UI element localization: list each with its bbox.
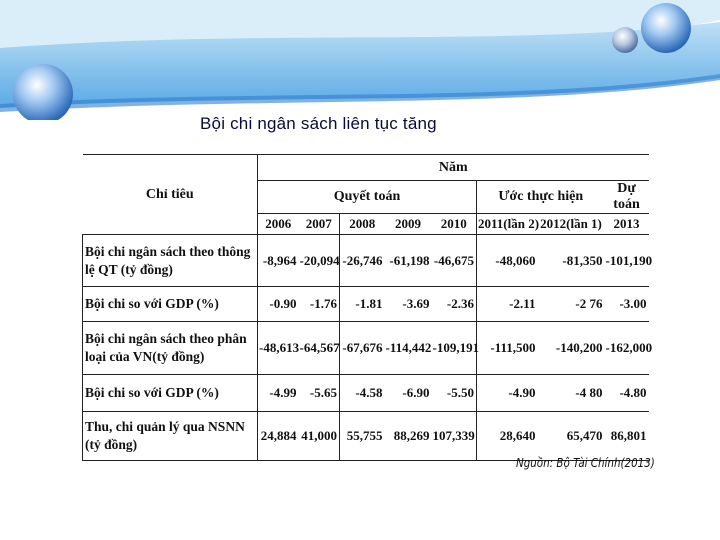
- cell-value: -8,964: [258, 235, 299, 287]
- cell-value: -3.69: [385, 287, 432, 322]
- header-indicator: Chỉ tiêu: [83, 155, 258, 235]
- cell-value: -64,567: [299, 322, 340, 375]
- cell-value: -4.58: [340, 375, 385, 412]
- year-2007: 2007: [299, 214, 340, 235]
- cell-value: -1.81: [340, 287, 385, 322]
- cell-value: -81,350: [538, 235, 605, 287]
- cell-value: -111,500: [477, 322, 538, 375]
- row-label: Bội chi ngân sách theo phân loại của VN(tỷ đồng): [83, 322, 258, 375]
- header-estimate: Ước thực hiện: [477, 181, 605, 214]
- cell-value: 28,640: [477, 412, 538, 461]
- year-2012: 2012(lần 1): [538, 214, 605, 235]
- table-row: [83, 235, 649, 287]
- header-budget: Dự toán: [605, 181, 649, 214]
- cell-value: -162,000: [605, 322, 649, 375]
- year-2006: 2006: [258, 214, 299, 235]
- year-2008: 2008: [340, 214, 385, 235]
- cell-value: -2 76: [538, 287, 605, 322]
- cell-value: -4.80: [605, 375, 649, 412]
- cell-value: -5.65: [299, 375, 340, 412]
- header-row-1: [83, 155, 649, 181]
- year-2013: 2013: [605, 214, 649, 235]
- cell-value: -48,613: [258, 322, 299, 375]
- cell-value: -140,200: [538, 322, 605, 375]
- cell-value: -101,190: [605, 235, 649, 287]
- cell-value: 86,801: [605, 412, 649, 461]
- cell-value: -114,442: [385, 322, 432, 375]
- table-row: [83, 287, 649, 322]
- header-year-group: Năm: [258, 155, 649, 181]
- cell-value: -109,191: [432, 322, 477, 375]
- cell-value: -46,675: [432, 235, 477, 287]
- cell-value: -67,676: [340, 322, 385, 375]
- cell-value: -4.90: [477, 375, 538, 412]
- row-label: Bội chi so với GDP (%): [83, 375, 258, 412]
- table-row: [83, 375, 649, 412]
- slide-title: Bội chi ngân sách liên tục tăng: [200, 114, 437, 133]
- cell-value: 65,470: [538, 412, 605, 461]
- budget-deficit-table: [82, 154, 653, 461]
- year-2009: 2009: [385, 214, 432, 235]
- cell-value: -5.50: [432, 375, 477, 412]
- header-settled: Quyết toán: [258, 181, 477, 214]
- table-row: [83, 412, 649, 461]
- cell-value: -1.76: [299, 287, 340, 322]
- cell-value: -3.00: [605, 287, 649, 322]
- cell-value: -2.36: [432, 287, 477, 322]
- year-2010: 2010: [432, 214, 477, 235]
- cell-value: -61,198: [385, 235, 432, 287]
- row-label: Bội chi so với GDP (%): [83, 287, 258, 322]
- cell-value: -6.90: [385, 375, 432, 412]
- blue-orb-right: [641, 3, 691, 53]
- source-note: Nguồn: Bộ Tài Chính(2013): [516, 456, 655, 470]
- slide-header-decoration: [0, 0, 720, 120]
- cell-value: 55,755: [340, 412, 385, 461]
- gray-orb-small: [612, 27, 638, 53]
- cell-value: 41,000: [299, 412, 340, 461]
- cell-value: -0.90: [258, 287, 299, 322]
- year-2011: 2011(lần 2): [477, 214, 538, 235]
- cell-value: -26,746: [340, 235, 385, 287]
- cell-value: -20,094: [299, 235, 340, 287]
- row-label: Bội chi ngân sách theo thông lệ QT (tỷ đồng): [83, 235, 258, 287]
- cell-value: 107,339: [432, 412, 477, 461]
- table-row: [83, 322, 649, 375]
- cell-value: -48,060: [477, 235, 538, 287]
- cell-value: 88,269: [385, 412, 432, 461]
- cell-value: -2.11: [477, 287, 538, 322]
- cell-value: -4.99: [258, 375, 299, 412]
- cell-value: 24,884: [258, 412, 299, 461]
- cell-value: -4 80: [538, 375, 605, 412]
- row-label: Thu, chi quản lý qua NSNN (tỷ đồng): [83, 412, 258, 461]
